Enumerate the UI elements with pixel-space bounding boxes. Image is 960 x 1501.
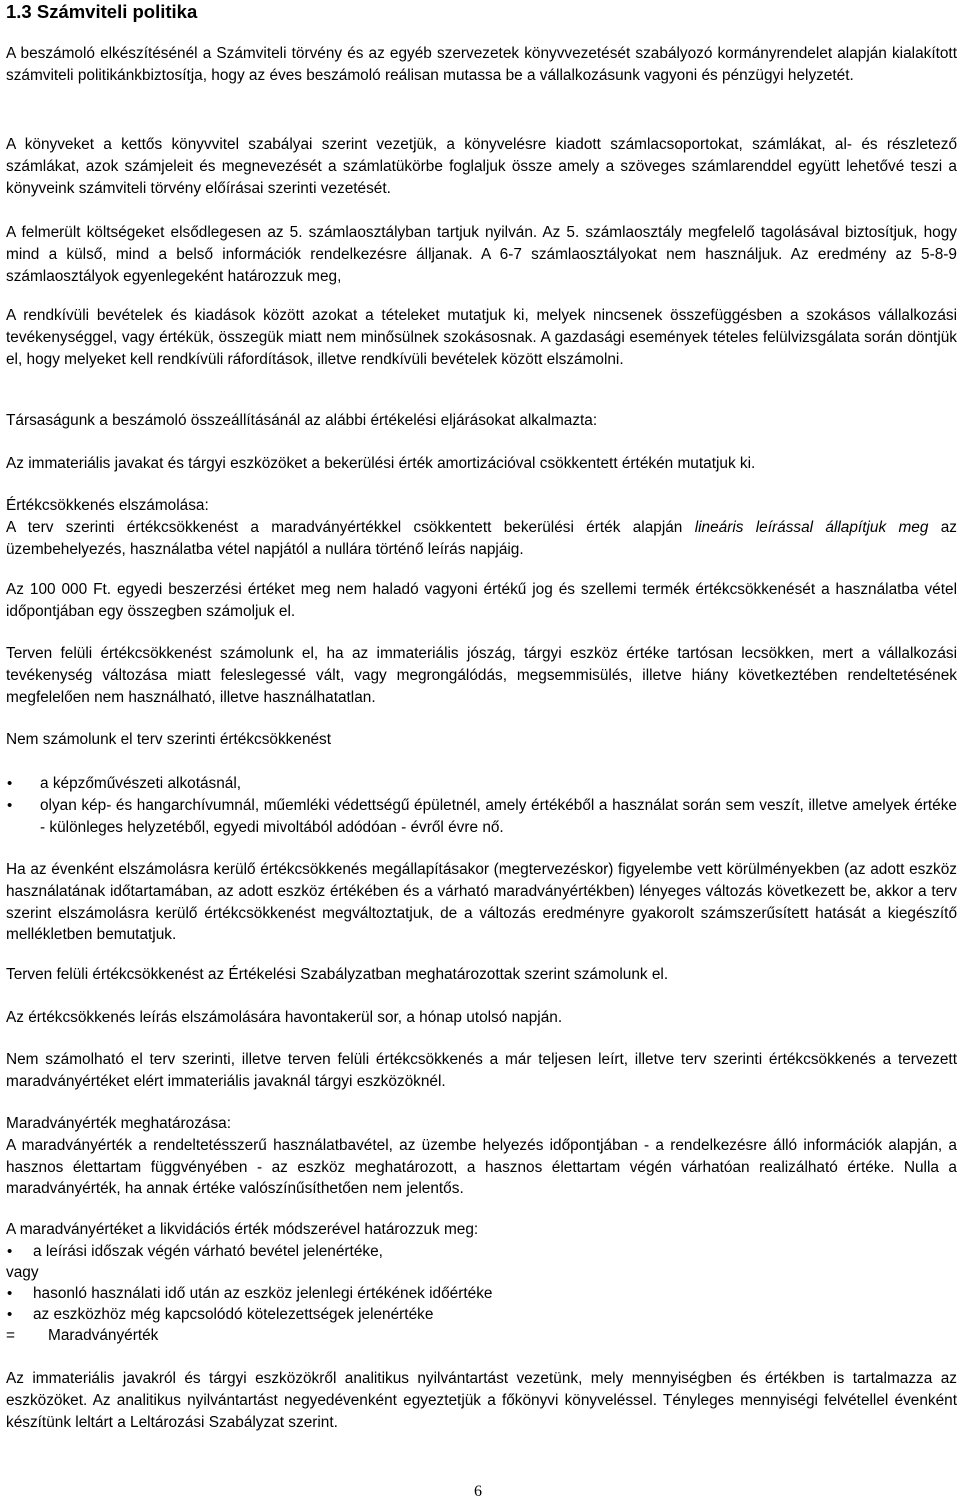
paragraph-liquidation: A maradványértéket a likvidációs érték módszerével határozzuk meg: — [6, 1221, 479, 1238]
paragraph-depreciation — [6, 495, 957, 560]
paragraph-valuation-intro: Társaságunk a beszámoló összeállításánál az alábbi értékelési eljárásokat alkalmazta: — [6, 412, 598, 429]
depreciation-text-a: A terv szerinti értékcsökkenést a maradványértékkel csökkentett bekerülési érték alapján — [6, 518, 683, 536]
bullet-icon: • — [7, 775, 13, 792]
paragraph-residual-value — [6, 1113, 957, 1200]
equation-result: Maradványérték — [48, 1327, 159, 1344]
paragraph-bookkeeping: A könyveket a kettős könyvvitel szabályai szerint vezetjük, a könyvelésre kiadott számlacsoportokat, számlákat, al- és részletező számlákat, azok számjeleit és megnevezését a számlatükörbe foglaljuk össze amely a szöveges számlarenddel együtt lehetővé teszi a könyveink számviteli törvény előírásai szerinti vezetését. — [6, 136, 957, 197]
bullet-icon: • — [7, 1243, 13, 1260]
paragraph-analytics: Az immateriális javakról és tárgyi eszközökről analitikus nyilvántartást vezetünk, mely mennyiségben és értékben is tartalmazza az eszközöket. Az analitikus nyilvántartást negyedévenként egyeztetjük a főkönyvi könyveléssel. Tényleges mennyiségi felvétellel évenként készítünk leltárt a Leltározási Szabályzat szerint. — [6, 1370, 957, 1431]
depreciation-text-emphasis: lineáris leírással állapítjuk meg — [694, 518, 929, 536]
bullet-icon: • — [7, 1285, 13, 1302]
section-heading: 1.3 Számviteli politika — [6, 1, 198, 22]
equals-sign: = — [6, 1327, 15, 1344]
paragraph-change-of-plan: Ha az évenként elszámolásra kerülő értékcsökkenés megállapításakor (megtervezéskor) figyelembe vett körülményekben (az adott eszköz használatának időtartamában, az adott eszköz értékében és a várható maradványértékben) lényeges változás következett be, akkor a terv szerint elszámolásra kerülő értékcsökkenést megváltoztatjuk, de a változás eredményre gyakorolt számszerűsített hatását a kiegészítő mellékletben bemutatjuk. — [6, 861, 957, 944]
page-number: 6 — [474, 1483, 482, 1500]
list-item-text: a leírási időszak végén várható bevétel jelenértéke, — [33, 1243, 383, 1260]
paragraph-costs: A felmerült költségeket elsődlegesen az 5. számlaosztályban tartjuk nyilván. Az 5. számlaosztály megfelelő tagolásával biztosítjuk, hogy mind a külső, mind a belső információk rendelkezésre álljanak. A 6-7 számlaosztályokat nem használjuk. Az eredmény az 5-8-9 számlaosztályok egyenlegeként határozzuk meg, — [6, 224, 957, 285]
paragraph-monthly: Az értékcsökkenés leírás elszámolására havontakerül sor, a hónap utolsó napján. — [6, 1009, 563, 1026]
paragraph-low-value: Az 100 000 Ft. egyedi beszerzési értéket meg nem haladó vagyoni értékű jog és szellemi termék értékcsökkenését a használatba vétel időpontjában egy összegben számoljuk el. — [6, 581, 957, 620]
paragraph-valuation-rules: Terven felüli értékcsökkenést az Értékelési Szabályzatban meghatározottak szerint számolunk el. — [6, 966, 669, 983]
paragraph-no-depreciation: Nem számolunk el terv szerinti értékcsökkenést — [6, 731, 332, 748]
paragraph-extraordinary-depreciation: Terven felüli értékcsökkenést számolunk el, ha az immateriális jószág, tárgyi eszköz értéke tartósan lecsökken, mert a vállalkozási tevékenység változása miatt feleslegessé vált, vagy megrongálódás, megsemmisülés, illetve hiány következtében rendeltetésének megfelelően nem használható, illetve használhatatlan. — [6, 645, 957, 706]
bullet-icon: • — [7, 797, 13, 814]
list-item-text: a képzőművészeti alkotásnál, — [40, 775, 242, 792]
paragraph-extraordinary: A rendkívüli bevételek és kiadások között azokat a tételeket mutatjuk ki, melyek nincsenek összefüggésben a szokásos vállalkozási tevékenységgel, vagy értékük, összegük miatt nem minősülnek szokásosnak. A gazdasági események tételes felülvizsgálata során döntjük el, hogy melyeket kell rendkívüli ráfordítások, illetve rendkívüli bevételek között elszámolni. — [6, 307, 957, 368]
depreciation-text-b: az üzembehelyezés, használatba vétel napjától a nullára történő leírás napjáig. — [6, 518, 957, 558]
paragraph-fully-written-off: Nem számolható el terv szerinti, illetve terven felüli értékcsökkenés a már teljesen leírt, illetve terv szerinti értékcsökkenés a tervezett maradványértéket elért immateriális javaknál tárgyi eszközöknél. — [6, 1051, 957, 1090]
residual-title: Maradványérték meghatározása: — [6, 1115, 231, 1132]
bullet-icon: • — [7, 1306, 13, 1323]
list-item-text: hasonló használati idő után az eszköz jelenlegi értékének időértéke — [33, 1285, 493, 1302]
or-word: vagy — [6, 1264, 39, 1281]
list-item-text: az eszközhöz még kapcsolódó kötelezettségek jelenértéke — [33, 1306, 434, 1323]
depreciation-text — [6, 517, 957, 561]
paragraph-intro: A beszámoló elkészítésénél a Számviteli törvény és az egyéb szervezetek könyvvezetését szabályozó kormányrendelet alapján kialakított számviteli politikánkbiztosítja, hogy az éves beszámoló reálisan mutassa be a vállalkozásunk vagyoni és pénzügyi helyzetét. — [6, 45, 957, 84]
paragraph-intangibles: Az immateriális javakat és tárgyi eszközöket a bekerülési érték amortizációval csökkentett értékén mutatjuk ki. — [6, 455, 756, 472]
depreciation-title: Értékcsökkenés elszámolása: — [6, 497, 209, 514]
residual-text: A maradványérték a rendeltetésszerű használatbavétel, az üzembe helyezés időpontjában - a rendelkezésre álló információk alapján, a hasznos élettartam függvényében - az eszköz meghatározott, a hasznos élettartam végén várhatóan realizálható értéke. Nulla a maradványérték, ha annak értéke valószínűsíthetően nem jelentős. — [6, 1136, 957, 1198]
list-item-text: olyan kép- és hangarchívumnál, műemléki védettségű épületnél, amely értékéből a használat során sem veszít, illetve amelyek értéke - különleges helyzetéből, egyedi mivoltából adódóan - évről évre nő. — [40, 797, 957, 836]
